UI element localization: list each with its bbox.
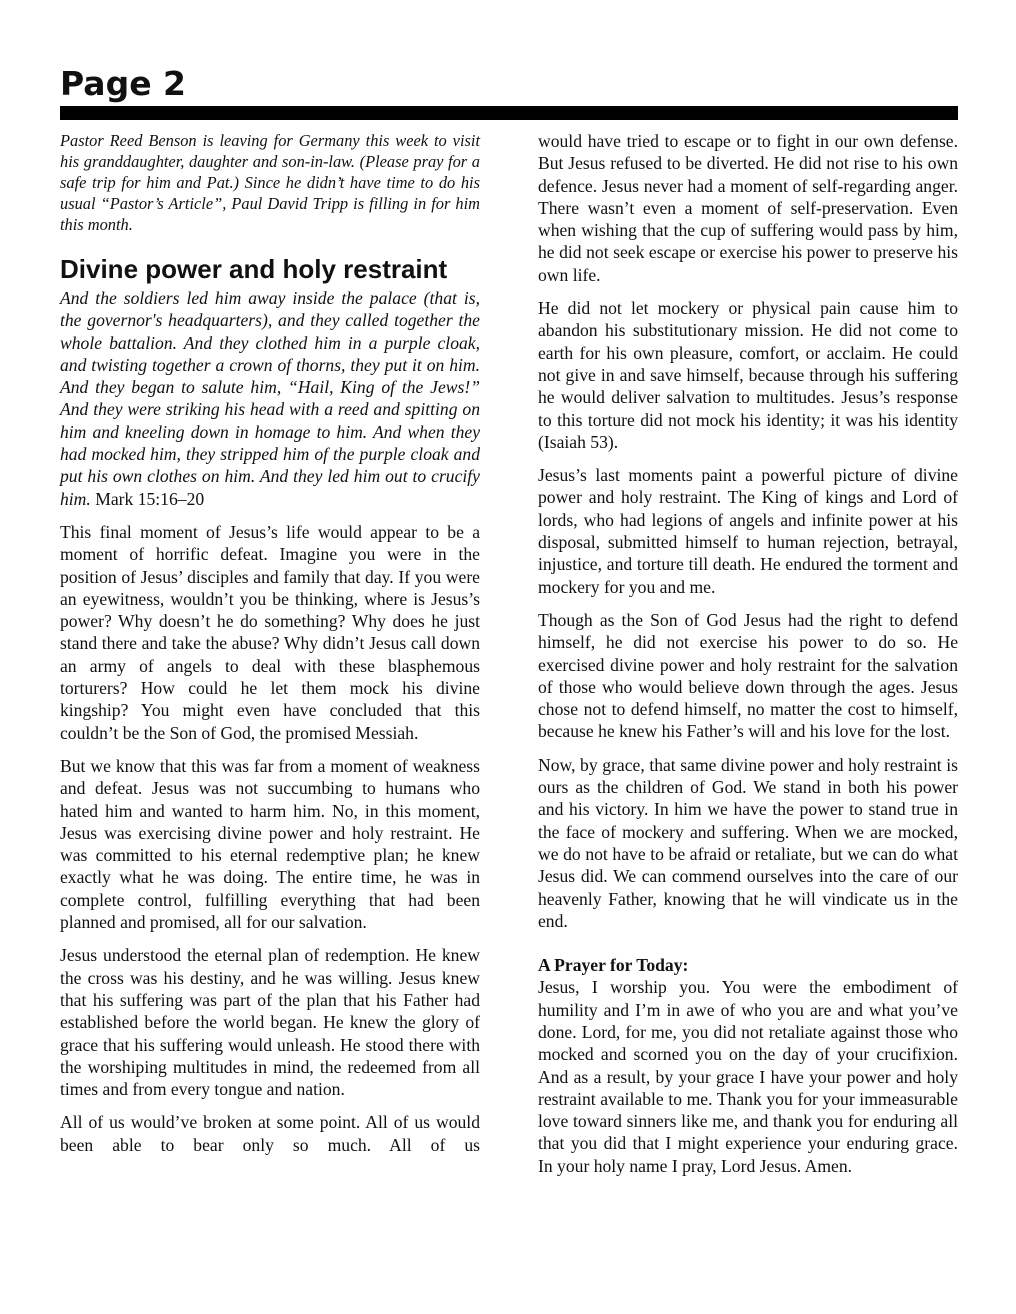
left-column — [60, 130, 480, 1167]
right-column — [538, 130, 958, 1188]
scripture-reference: Mark 15:16–20 — [90, 488, 205, 509]
article-paragraph: But we know that this was far from a moment of weakness and defeat. Jesus was not succumbing to humans who hated him and wanted to harm him. No, in this moment, Jesus was exercising divine power and holy restraint. He was committed to his eternal redemptive plan; he knew exactly what he was doing. The entire time, he was in complete control, fulfilling everything that had been planned and promised, all for our salvation. — [60, 755, 480, 933]
article-paragraph-split-end — [538, 130, 958, 286]
article-paragraph: Jesus understood the eternal plan of redemption. He knew the cross was his destiny, and he was willing. Jesus knew that his suffering was part of the plan that his Father had established before the world began. He knew the glory of grace that his suffering would unleash. He stood there with the worshiping multitudes in mind, the redeemed from all times and from every tongue and nation. — [60, 945, 480, 1100]
article-paragraph: Now, by grace, that same divine power and holy restraint is ours as the children of God. We stand in both his power and his victory. In him we have the power to stand true in the face of mockery and suffering. When we are mocked, we do not have to be afraid or retaliate, but we can do what Jesus did. We can commend ourselves into the care of our heavenly Father, knowing that he will vindicate us in the end. — [538, 754, 958, 931]
scripture-passage — [60, 287, 480, 510]
article-paragraph-split-start — [60, 1111, 480, 1156]
article-paragraph: This final moment of Jesus’s life would appear to be a moment of horrific defeat. Imagine you were in the position of Jesus’ disciples and family that day. If you were an eyewitness, wouldn’t you be thinking, where is Jesus’s power? Why doesn’t he do something? Why does he just stand there and take the abuse? Why didn’t Jesus call down an army of angels to deal with these blasphemous torturers? How could he let them mock his divine kingship? You might even have concluded that this couldn’t be the Son of God, the promised Messiah. — [60, 521, 480, 743]
split-paragraph-text: All of us would’ve broken at some point. All of us would been able to bear only so much. All of us — [60, 1112, 480, 1155]
intro-note: Pastor Reed Benson is leaving for Germany this week to visit his granddaughter, daughter and son-in-law. (Please pray for a safe trip for him and Pat.) Since he didn’t have time to do his usual “Pastor’s Article”, Paul David Tripp is filling in for him this month. — [60, 131, 480, 234]
article-paragraph: He did not let mockery or physical pain cause him to abandon his substitutionary mission. He did not come to earth for his own pleasure, comfort, or acclaim. He could not give in and save himself, because through his suffering he would deliver salvation to multitudes. Jesus’s response to this torture did not mock his identity; it was his identity (Isaiah 53). — [538, 298, 958, 452]
article-paragraph: Jesus’s last moments paint a powerful picture of divine power and holy restraint. The King of kings and Lord of lords, who had legions of angels and infinite power at his disposal, submitted himself to human rejection, betrayal, injustice, and torture till death. He endured the torment and mockery for you and me. — [538, 465, 958, 597]
header-rule — [60, 106, 958, 120]
split-paragraph-text: would have tried to escape or to fight in our own defense. But Jesus refused to be diverted. He did not rise to his own defence. Jesus never had a moment of self-regarding anger. There wasn’t even a moment of self-preservation. Even when wishing that the cup of suffering would pass by him, he did not seek escape or exercise his power to preserve his own life. — [538, 131, 958, 285]
article-paragraph: Though as the Son of God Jesus had the right to defend himself, he did not exercise his power to do so. He exercised divine power and holy restraint for the salvation of those who would believe down through the ages. Jesus chose not to defend himself, no matter the cost to himself, because he knew his Father’s will and his love for the lost. — [538, 609, 958, 742]
prayer-text: Jesus, I worship you. You were the embodiment of humility and I’m in awe of who you are and what you’ve done. Lord, for me, you did not retaliate against those who mocked and scorned you on the day of your crucifixion. And as a result, by your grace I have your power and holy restraint available to me. Thank you for your immeasurable love toward sinners like me, and thank you for enduring all that you did that I might experience your enduring grace. In your holy name I pray, Lord Jesus. Amen. — [538, 977, 958, 1176]
prayer-heading: A Prayer for Today: — [538, 955, 689, 976]
article-title: Divine power and holy restraint — [60, 254, 448, 284]
scripture-text: And the soldiers led him away inside the palace (that is, the governor's headquarters), and they called together the whole battalion. And they clothed him in a purple cloak, and twisting together a crown of thorns, they put it on him. And they began to salute him, “Hail, King of the Jews!” And they were striking his head with a reed and spitting on him and kneeling down in homage to him. And when they had mocked him, they stripped him of the purple cloak and put his own clothes on him. And they led him out to crucify him. — [60, 288, 480, 509]
page-title: Page 2 — [60, 64, 187, 103]
